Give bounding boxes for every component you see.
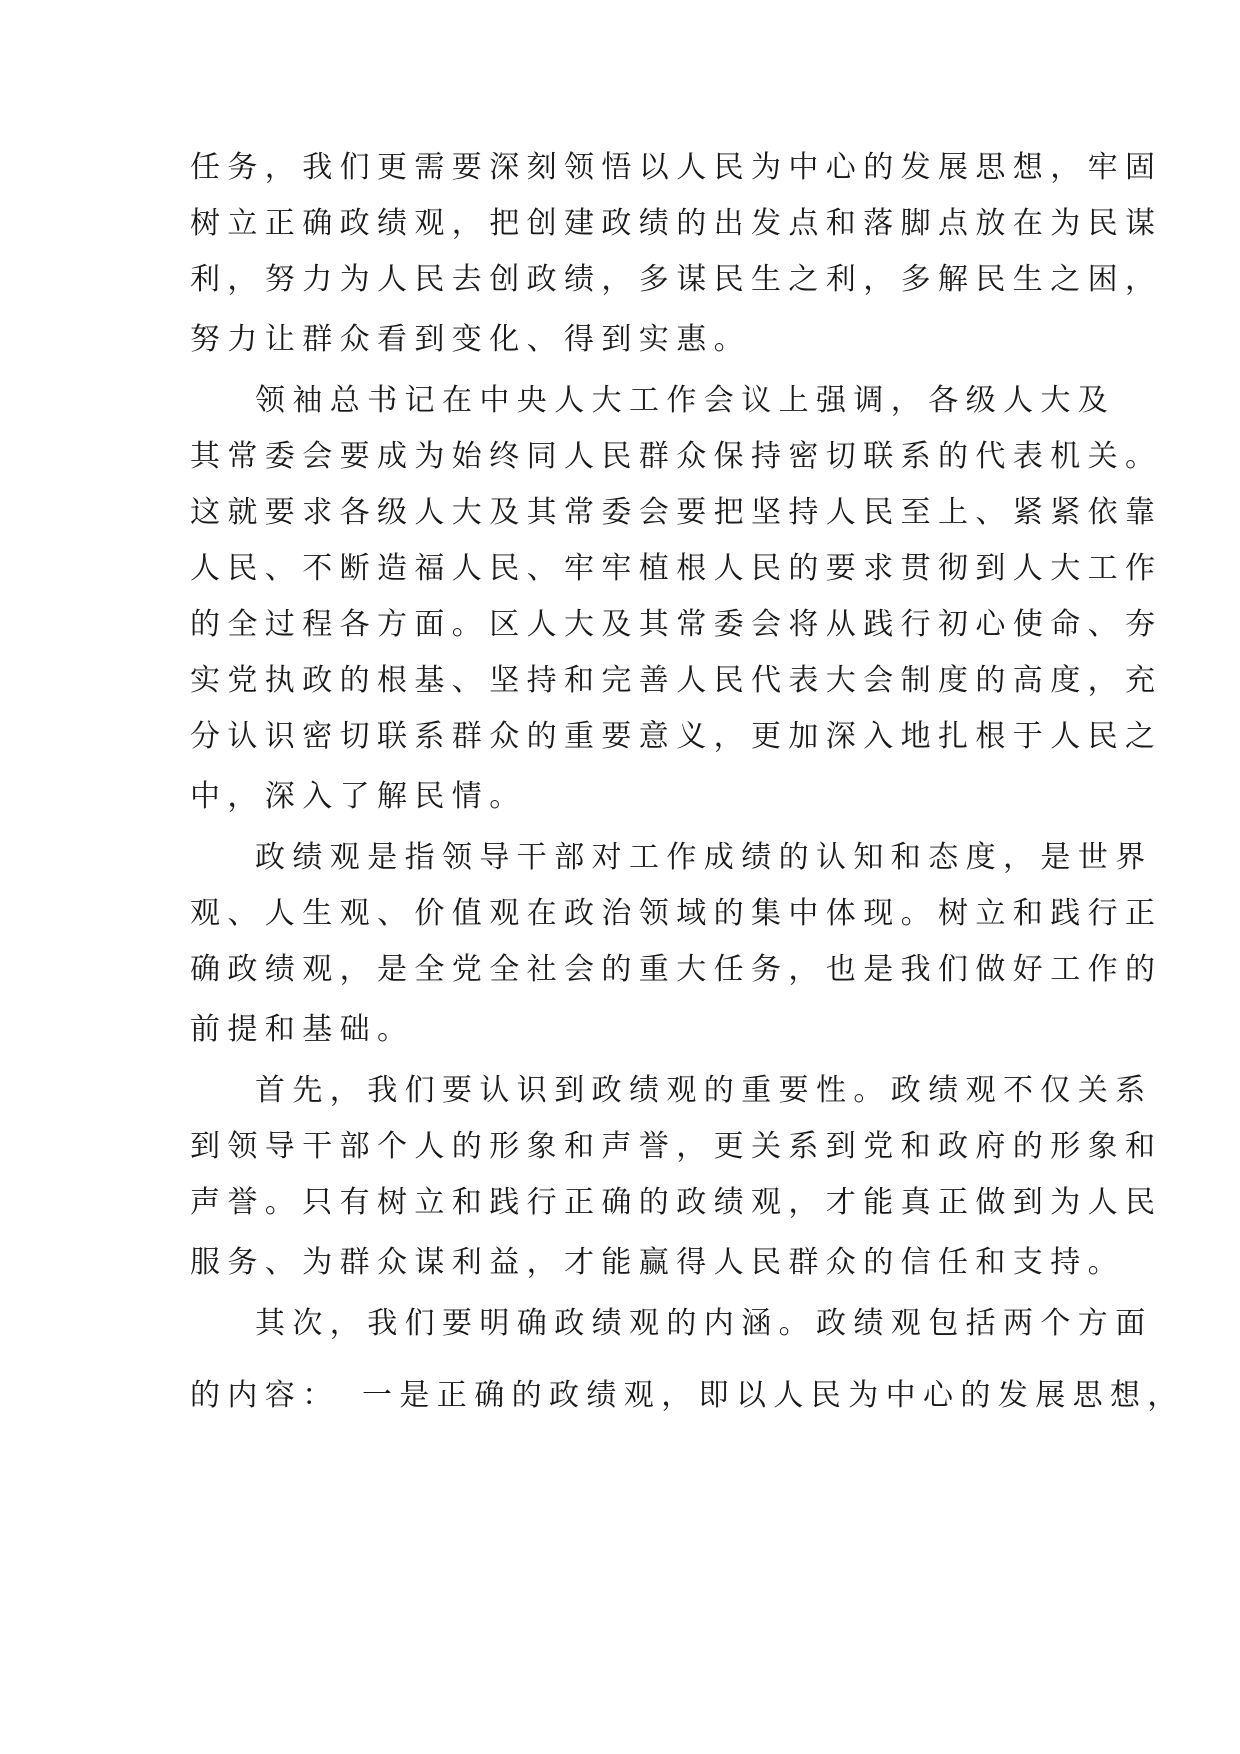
paragraph-line: 前提和基础。 [190,1012,415,1047]
paragraph-line: 这就要求各级人大及其常委会要把坚持人民至上、紧紧依靠 [190,495,1163,530]
paragraph-line: 分认识密切联系群众的重要意义，更加深入地扎根于人民之 [190,719,1163,754]
paragraph-line: 树立正确政绩观，把创建政绩的出发点和落脚点放在为民谋 [190,206,1163,241]
paragraph-line: 首先，我们要认识到政绩观的重要性。政绩观不仅关系 [255,1073,1153,1108]
paragraph-line: 到领导干部个人的形象和声誉，更关系到党和政府的形象和 [190,1129,1163,1164]
paragraph-line: 其次，我们要明确政绩观的内涵。政绩观包括两个方面 [255,1306,1153,1341]
paragraph-line: 中，深入了解民情。 [190,779,527,814]
paragraph-line: 实党执政的根基、坚持和完善人民代表大会制度的高度，充 [190,663,1163,698]
paragraph-line: 政绩观是指领导干部对工作成绩的认知和态度，是世界 [255,840,1153,875]
paragraph-line: 领袖总书记在中央人大工作会议上强调，各级人大及 [255,383,1116,418]
paragraph-line: 确政绩观，是全党全社会的重大任务，也是我们做好工作的 [190,952,1163,987]
paragraph-line: 声誉。只有树立和践行正确的政绩观，才能真正做到为人民 [190,1185,1163,1220]
paragraph-line: 的全过程各方面。区人大及其常委会将从践行初心使命、夯 [190,607,1163,642]
paragraph-line: 的内容： 一是正确的政绩观，即以人民为中心的发展思想， [190,1378,1185,1413]
paragraph-line: 利，努力为人民去创政绩，多谋民生之利，多解民生之困， [190,262,1163,297]
paragraph-line: 观、人生观、价值观在政治领域的集中体现。树立和践行正 [190,896,1163,931]
paragraph-line: 人民、不断造福人民、牢牢植根人民的要求贯彻到人大工作 [190,551,1163,586]
paragraph-line: 服务、为群众谋利益，才能赢得人民群众的信任和支持。 [190,1245,1125,1280]
paragraph-line: 其常委会要成为始终同人民群众保持密切联系的代表机关。 [190,439,1163,474]
paragraph-line: 任务，我们更需要深刻领悟以人民为中心的发展思想，牢固 [190,150,1163,185]
paragraph-line: 努力让群众看到变化、得到实惠。 [190,322,751,357]
